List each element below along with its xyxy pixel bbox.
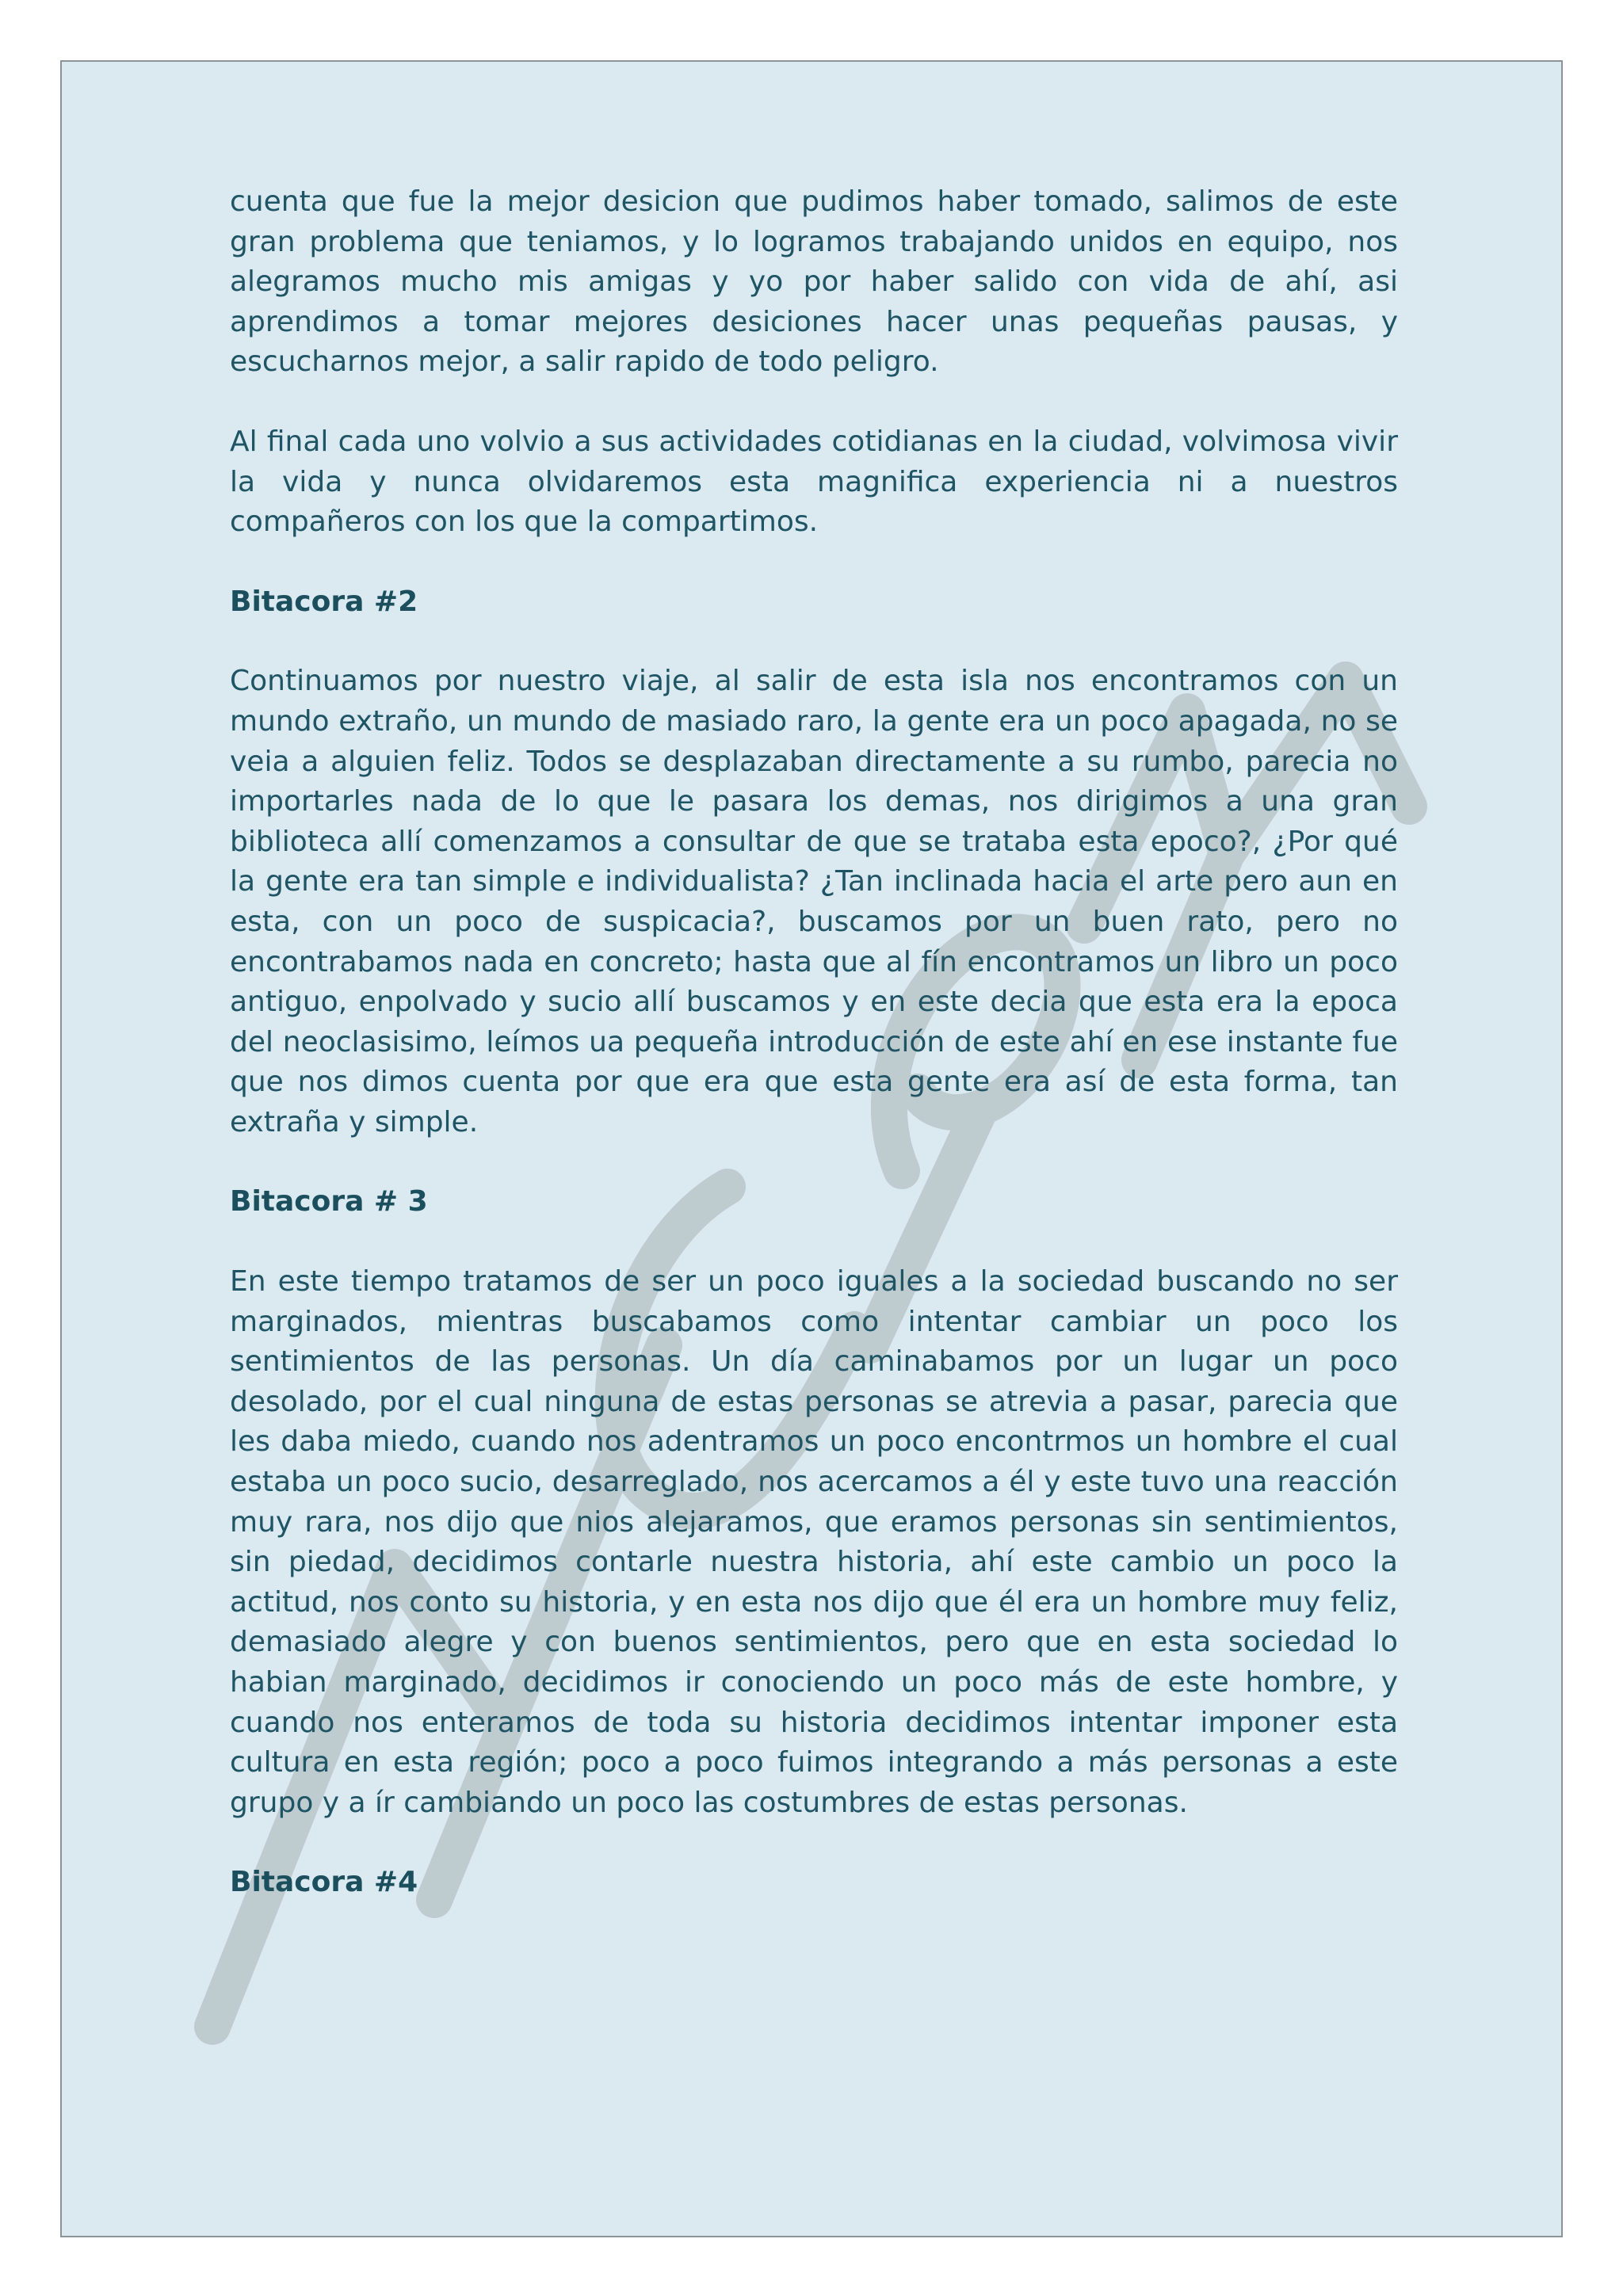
paragraph-bitacora-3: En este tiempo tratamos de ser un poco iguales a la sociedad buscando no ser marginados, mientras buscabamos como intentar cambiar un poco los sentimientos de las personas. Un día caminabamos por un lugar un poco desolado, por el cual ninguna de estas personas se atrevia a pasar, parecia que les daba miedo, cuando nos adentramos un poco encontrmos un hombre el cual estaba un poco sucio, desarreglado, nos acercamos a él y este tuvo una reacción muy rara, nos dijo que nios alejaramos, que eramos personas sin sentimientos, sin piedad, decidimos contarle nuestra historia, ahí este cambio un poco la actitud, nos conto su historia, y en esta nos dijo que él era un hombre muy feliz, demasiado alegre y con buenos sentimientos, pero que en esta sociedad lo habian marginado, decidimos ir conociendo un poco más de este hombre, y cuando nos enteramos de toda su historia decidimos intentar imponer esta cultura en esta región; poco a poco fuimos integrando a más personas a este grupo y a ír cambiando un poco las costumbres de estas personas. [230, 1265, 1398, 1819]
section-heading-bitacora-2: Bitacora #2 [230, 585, 418, 618]
section-heading-bitacora-3: Bitacora # 3 [230, 1185, 428, 1219]
paragraph-ending: Al final cada uno volvio a sus actividades cotidianas en la ciudad, volvimosa vivir la vida y nunca olvidaremos esta magnifica experiencia ni a nuestros compañeros con los que la compartimos. [230, 425, 1398, 539]
document-page [60, 60, 1563, 2237]
paragraph-intro: cuenta que fue la mejor desicion que pudimos haber tomado, salimos de este gran problema que teniamos, y lo logramos trabajando unidos en equipo, nos alegramos mucho mis amigas y yo por haber salido con vida de ahí, asi aprendimos a tomar mejores desiciones hacer unas pequeñas pausas, y escucharnos mejor, a salir rapido de todo peligro. [230, 185, 1398, 379]
paragraph-bitacora-2: Continuamos por nuestro viaje, al salir de esta isla nos encontramos con un mundo extraño, un mundo de masiado raro, la gente era un poco apagada, no se veia a alguien feliz. Todos se desplazaban directamente a su rumbo, parecia no importarles nada de lo que le pasara los demas, nos dirigimos a una gran biblioteca allí comenzamos a consultar de que se trataba esta epoco?, ¿Por qué la gente era tan simple e individualista? ¿Tan inclinada hacia el arte pero aun en esta, con un poco de suspicacia?, buscamos por un buen rato, pero no encontrabamos nada en concreto; hasta que al fín encontramos un libro un poco antiguo, enpolvado y sucio allí buscamos y en este decia que esta era la epoca del neoclasisimo, leímos ua pequeña introducción de este ahí en ese instante fue que nos dimos cuenta por que era que esta gente era así de esta forma, tan extraña y simple. [230, 665, 1398, 1138]
document-body [230, 182, 1398, 1943]
section-heading-bitacora-4: Bitacora #4 [230, 1866, 418, 1899]
